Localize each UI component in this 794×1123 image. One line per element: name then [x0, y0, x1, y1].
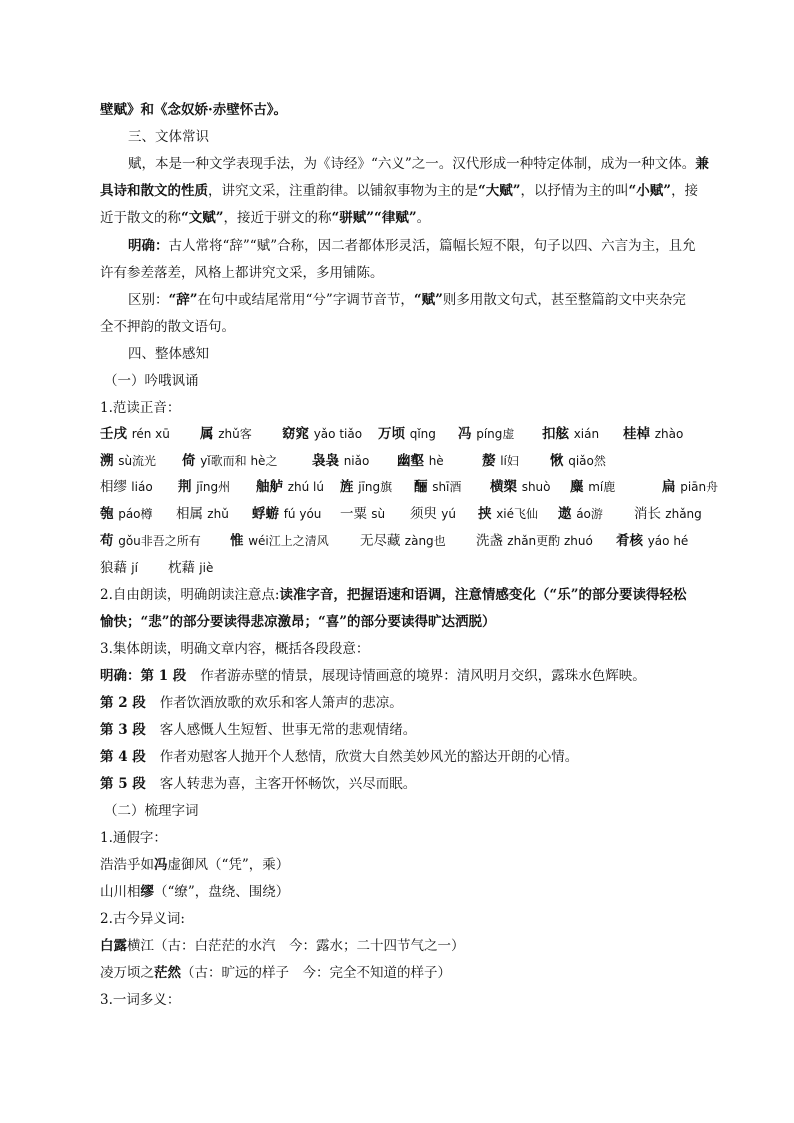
pronunciation-item: 窈窕 yǎo tiǎo — [282, 426, 363, 442]
clarify-label: 明确： — [128, 238, 169, 254]
item-free-reading-line-2: 愉快；“悲”的部分要读得悲凉激昂；“喜”的部分要读得旷达洒脱） — [100, 614, 496, 630]
text: 古人常将“辞”“赋”合称，因二者都体形灵活，篇幅长短不限，句子以四、六言为主，且允 — [168, 238, 696, 254]
pronunciation-item: 倚 yǐ歌而和 hè之 — [182, 453, 278, 469]
term-xiao-fu: “小赋” — [628, 183, 672, 199]
term-pian-lv-fu: “骈赋”“律赋” — [331, 210, 417, 226]
pronunciation-item: 扁 piān舟 — [662, 479, 719, 495]
pronunciation-row-4 — [100, 508, 702, 522]
paragraph-summary-5 — [100, 778, 416, 792]
item-model-reading: 1.范读正音： — [100, 400, 181, 416]
text-bold: 读准字音，把握语速和语调，注意情感变化（“乐”的部分要读得轻松 — [279, 587, 687, 603]
pronunciation-item: 桂棹 zhào — [623, 426, 684, 442]
item-free-reading-line-1 — [100, 589, 686, 603]
fu-definition-line-2 — [100, 185, 698, 199]
term-ci: “辞” — [168, 292, 198, 308]
section-3-heading: 三、文体常识 — [128, 129, 209, 145]
fu-definition-line-3 — [100, 212, 430, 226]
pronunciation-item: 消长 zhǎng — [634, 506, 702, 522]
paragraph-label: 第 4 段 — [100, 749, 146, 765]
pronunciation-item: 扣舷 xián — [542, 426, 600, 442]
tongjia-item-1: 浩浩乎如冯虚御风（“凭”，乘） — [100, 857, 290, 873]
pronunciation-item: 横槊 shuò — [490, 479, 551, 495]
highlight-word: 白露 — [100, 938, 127, 954]
pronunciation-item: 肴核 yáo hé — [616, 533, 689, 549]
pronunciation-item: 枕藉 jiè — [168, 560, 214, 576]
paragraph-summary-4 — [100, 751, 578, 765]
tongjia-item-2: 山川相缪（“缭”，盘绕、围绕） — [100, 884, 290, 900]
pronunciation-row-2 — [100, 455, 606, 469]
term-fu: “赋” — [413, 292, 443, 308]
pronunciation-item: 挟 xié飞仙 — [478, 506, 539, 522]
item-group-reading: 3.集体朗读，明确文章内容，概括各段段意： — [100, 641, 370, 657]
difference-line-2: 全不押韵的散文语句。 — [100, 319, 235, 335]
pronunciation-item: 荆 jīng州 — [178, 479, 231, 495]
pronunciation-item: 酾 shī酒 — [414, 479, 462, 495]
pronunciation-item: 须臾 yú — [410, 506, 457, 522]
polysemy-heading: 3.一词多义： — [100, 992, 181, 1008]
pronunciation-item: 一粟 sù — [340, 506, 386, 522]
pronunciation-item: 相属 zhǔ — [176, 506, 229, 522]
pronunciation-item: 匏 páo樽 — [100, 506, 153, 522]
gujin-item-1: 白露横江（古：白茫茫的水汽 今：露水；二十四节气之一） — [100, 938, 465, 954]
highlight-char: 冯 — [154, 857, 168, 873]
difference-label: 区别： — [128, 292, 169, 308]
paragraph-summary-2 — [100, 697, 403, 711]
pronunciation-row-6 — [100, 562, 213, 576]
paragraph-text: 作者游赤壁的情景，展现诗情画意的境界：清风明月交织，露珠水色辉映。 — [200, 668, 646, 684]
pronunciation-item: 惟 wéi江上之清风 — [230, 533, 329, 549]
text: 。 — [416, 210, 431, 226]
highlight-word: 茫然 — [154, 965, 181, 981]
section-4-heading: 四、整体感知 — [128, 346, 209, 362]
paragraph-label: 第 2 段 — [100, 695, 146, 711]
gujin-item-2: 凌万顷之茫然（古：旷远的样子 今：完全不知道的样子） — [100, 965, 451, 981]
pronunciation-item: 无尽藏 zàng也 — [360, 533, 446, 549]
fu-definition-line-1 — [128, 158, 709, 172]
pronunciation-item: 愀 qiǎo然 — [550, 453, 606, 469]
paragraph-label: 明确：第 1 段 — [100, 668, 187, 684]
text: 在句中或结尾常用“兮”字调节音节， — [197, 292, 414, 308]
text: 则多用散文句式，甚至整篇韵文中夹杂完 — [442, 292, 686, 308]
text-bold: 具诗和散文的性质 — [100, 183, 208, 199]
subsection-recite: （一）吟哦讽诵 — [104, 373, 199, 389]
paragraph-text: 作者饮酒放歌的欢乐和客人箫声的悲凉。 — [159, 695, 403, 711]
pronunciation-item: 苟 gǒu非吾之所有 — [100, 533, 201, 549]
paragraph-summary-1 — [100, 670, 646, 684]
pronunciation-row-5 — [100, 535, 688, 549]
pronunciation-item: 麋 mí鹿 — [570, 479, 616, 495]
term-da-fu: “大赋” — [478, 183, 521, 199]
pronunciation-item: 蜉蝣 fú yóu — [252, 506, 322, 522]
pronunciation-item: 袅袅 niǎo — [312, 453, 370, 469]
paragraph-text: 客人转悲为喜，主客开怀畅饮，兴尽而眠。 — [159, 776, 417, 792]
term-wen-fu: “文赋” — [181, 210, 224, 226]
difference-line-1 — [128, 294, 686, 308]
text: ，接近于骈文的称 — [223, 210, 332, 226]
pronunciation-item: 遨 áo游 — [558, 506, 603, 522]
pronunciation-item: 舳舻 zhú lú — [256, 479, 324, 495]
pronunciation-item: 洗盏 zhǎn更酌 zhuó — [476, 533, 593, 549]
tongjia-heading: 1.通假字： — [100, 830, 167, 846]
text: 赋，本是一种文学表现手法，为《诗经》“六义”之一。汉代形成一种特定体制，成为一种文体。 — [128, 156, 696, 172]
pronunciation-item: 旌 jīng旗 — [340, 479, 393, 495]
pronunciation-item: 万顷 qǐng — [378, 426, 436, 442]
pronunciation-item: 溯 sù流光 — [100, 453, 157, 469]
pronunciation-item: 狼藉 jí — [100, 560, 138, 576]
paragraph-text: 作者劝慰客人抛开个人愁情，欣赏大自然美妙风光的豁达开朗的心情。 — [159, 749, 579, 765]
pronunciation-row-1 — [100, 428, 683, 442]
paragraph-text: 客人感慨人生短暂、世事无常的悲观情绪。 — [159, 722, 417, 738]
clarify-line-2: 许有参差落差，风格上都讲究文采，多用铺陈。 — [100, 265, 384, 281]
intro-tail — [100, 104, 287, 118]
paragraph-label: 第 3 段 — [100, 722, 146, 738]
pronunciation-item: 壬戌 rén xū — [100, 426, 170, 442]
text: ，讲究文采，注重韵律。以铺叙事物为主的是 — [208, 183, 478, 199]
pronunciation-item: 冯 píng虚 — [458, 426, 515, 442]
text: ，以抒情为主的叫 — [520, 183, 629, 199]
gujin-heading: 2.古今异义词: — [100, 911, 185, 927]
text: ，接 — [671, 183, 699, 199]
subsection-vocabulary: （二）梳理字词 — [104, 803, 199, 819]
pronunciation-row-3 — [100, 481, 718, 495]
pronunciation-item: 属 zhǔ客 — [200, 426, 252, 442]
intro-text: 壁赋》和《念奴娇·赤壁怀古》。 — [100, 102, 287, 118]
pronunciation-item: 嫠 lí妇 — [482, 453, 519, 469]
highlight-char: 缪 — [140, 884, 154, 900]
text: 近于散文的称 — [100, 210, 181, 226]
paragraph-summary-3 — [100, 724, 416, 738]
paragraph-label: 第 5 段 — [100, 776, 146, 792]
pronunciation-item: 幽壑 hè — [397, 453, 444, 469]
text: 2.自由朗读，明确朗读注意点: — [100, 587, 280, 603]
text-bold: 兼 — [695, 156, 709, 172]
pronunciation-item: 相缪 liáo — [100, 479, 153, 495]
clarify-line-1 — [128, 240, 696, 254]
